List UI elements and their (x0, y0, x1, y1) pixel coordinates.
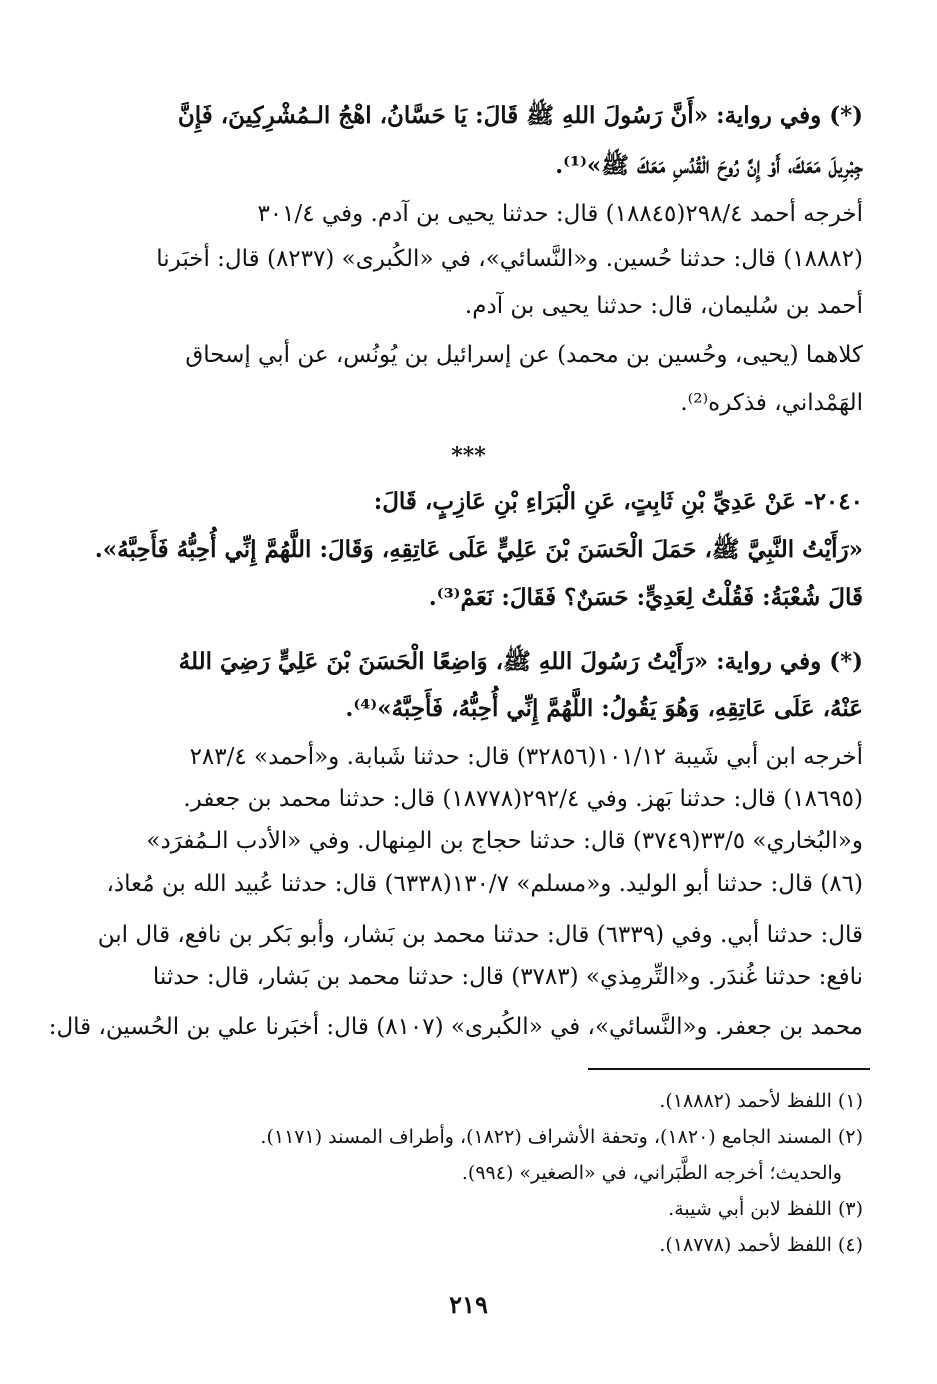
text-line: (٨٦) قال: حدثنا أبو الوليد. و«مسلم» ١٣٠/٧(٦٣٣٨) قال: حدثنا عُبيد الله بن مُعاذ، (106, 871, 863, 897)
text-line: (*) وفي رواية: «أَنَّ رَسُولَ اللهِ ﷺ قَالَ: يَا حَسَّانُ، اهْجُ الـمُشْرِكِينَ، فَإِنَّ (177, 102, 863, 129)
text-line: أحمد بن سُليمان، قال: حدثنا يحيى بن آدم. (464, 293, 863, 319)
footnote-3: (٣) اللفظ لابن أبي شيبة. (668, 1198, 863, 1220)
paragraph-riwaya-2 (118, 650, 863, 730)
text-line: الهَمْداني، فذكره⁽²⁾. (680, 390, 863, 416)
footnote-2: (٢) المسند الجامع (١٨٢٠)، وتحفة الأشراف (١٨٢٢)، وأطراف المسند (١١٧١). (260, 1126, 863, 1148)
hadith-2040 (94, 488, 863, 630)
text-line: قال: حدثنا أبي. وفي (٦٣٣٩) قال: حدثنا محمد بن بَشار، وأبو بَكر بن نافع، قال ابن (97, 922, 863, 948)
paragraph-takhrij-1 (118, 203, 863, 333)
text-line: (*) وفي رواية: «رَأَيْتُ رَسُولَ اللهِ ﷺ، وَاضِعًا الْحَسَنَ بْنَ عَلِيٍّ رَضِيَ اللهُ (178, 648, 863, 675)
text-line: عَنْهُ، عَلَى عَاتِقِهِ، وَهُوَ يَقُولُ: اللَّهُمَّ إِنِّي أُحِبُّهُ، فَأَحِبَّهُ»⁽⁴⁾. (345, 695, 863, 722)
page-number: ٢١٩ (449, 1290, 488, 1319)
text-line: محمد بن جعفر. و«النَّسائي»، في «الكُبرى» (٨١٠٧) قال: أخبَرنا علي بن الحُسين، قال: (48, 1014, 863, 1040)
text-line: جِبْرِيلَ مَعَكَ، أَوْ إِنَّ رُوحَ الْقُدُسِ مَعَكَ ﷺ»⁽¹⁾. (555, 152, 863, 179)
footnote-divider (588, 1068, 870, 1070)
text-line: (١٨٦٩٥) قال: حدثنا بَهز. وفي ٢٩٢/٤(١٨٧٧٨) قال: حدثنا محمد بن جعفر. (183, 786, 863, 812)
footnote-4: (٤) اللفظ لأحمد (١٨٧٧٨). (659, 1234, 863, 1256)
hadith-header: ٢٠٤٠- عَنْ عَدِيِّ بْنِ ثَابِتٍ، عَنِ الْبَرَاءِ بْنِ عَازِبٍ، قَالَ: (373, 488, 863, 515)
text-line: و«البُخاري» ٣٣/٥(٣٧٤٩) قال: حدثنا حجاج بن المِنهال. وفي «الأدب الـمُفرَد» (146, 828, 863, 854)
text-line: قَالَ شُعْبَةُ: فَقُلْتُ لِعَدِيٍّ: حَسَنٌ؟ فَقَالَ: نَعَمْ⁽³⁾. (428, 584, 863, 611)
footnote-1: (١) اللفظ لأحمد (١٨٨٨٢). (659, 1090, 863, 1112)
text-line: أخرجه ابن أبي شَيبة ١٠١/١٢(٣٢٨٥٦) قال: حدثنا شَبابة. و«أحمد» ٢٨٣/٤ (189, 744, 863, 770)
text-line: أخرجه أحمد ٢٩٨/٤(١٨٨٤٥) قال: حدثنا يحيى بن آدم. وفي ٣٠١/٤ (257, 201, 863, 227)
text-line: (١٨٨٨٢) قال: حدثنا حُسين. و«النَّسائي»، في «الكُبرى» (٨٢٣٧) قال: أخبَرنا (156, 246, 863, 272)
paragraph-riwaya-1 (118, 104, 863, 184)
section-separator: *** (451, 443, 486, 469)
paragraph-takhrij-2 (48, 744, 863, 1056)
text-line: «رَأَيْتُ النَّبِيَّ ﷺ، حَمَلَ الْحَسَنَ بْنَ عَلِيٍّ عَلَى عَاتِقِهِ، وَقَالَ: اللَّهُمَّ إِنِّي أُحِبُّهُ فَأَحِبَّهُ». (94, 536, 863, 563)
text-line: كلاهما (يحيى، وحُسين بن محمد) عن إسرائيل بن يُونُس، عن أبي إسحاق (185, 342, 863, 368)
text-line: نافع: حدثنا غُندَر. و«التِّرمِذي» (٣٧٨٣) قال: حدثنا محمد بن بَشار، قال: حدثنا (152, 964, 863, 990)
footnote-2-continuation: والحديث؛ أخرجه الطَّبَراني، في «الصغير» (٩٩٤). (461, 1162, 842, 1184)
paragraph-isnad-1 (118, 344, 863, 424)
